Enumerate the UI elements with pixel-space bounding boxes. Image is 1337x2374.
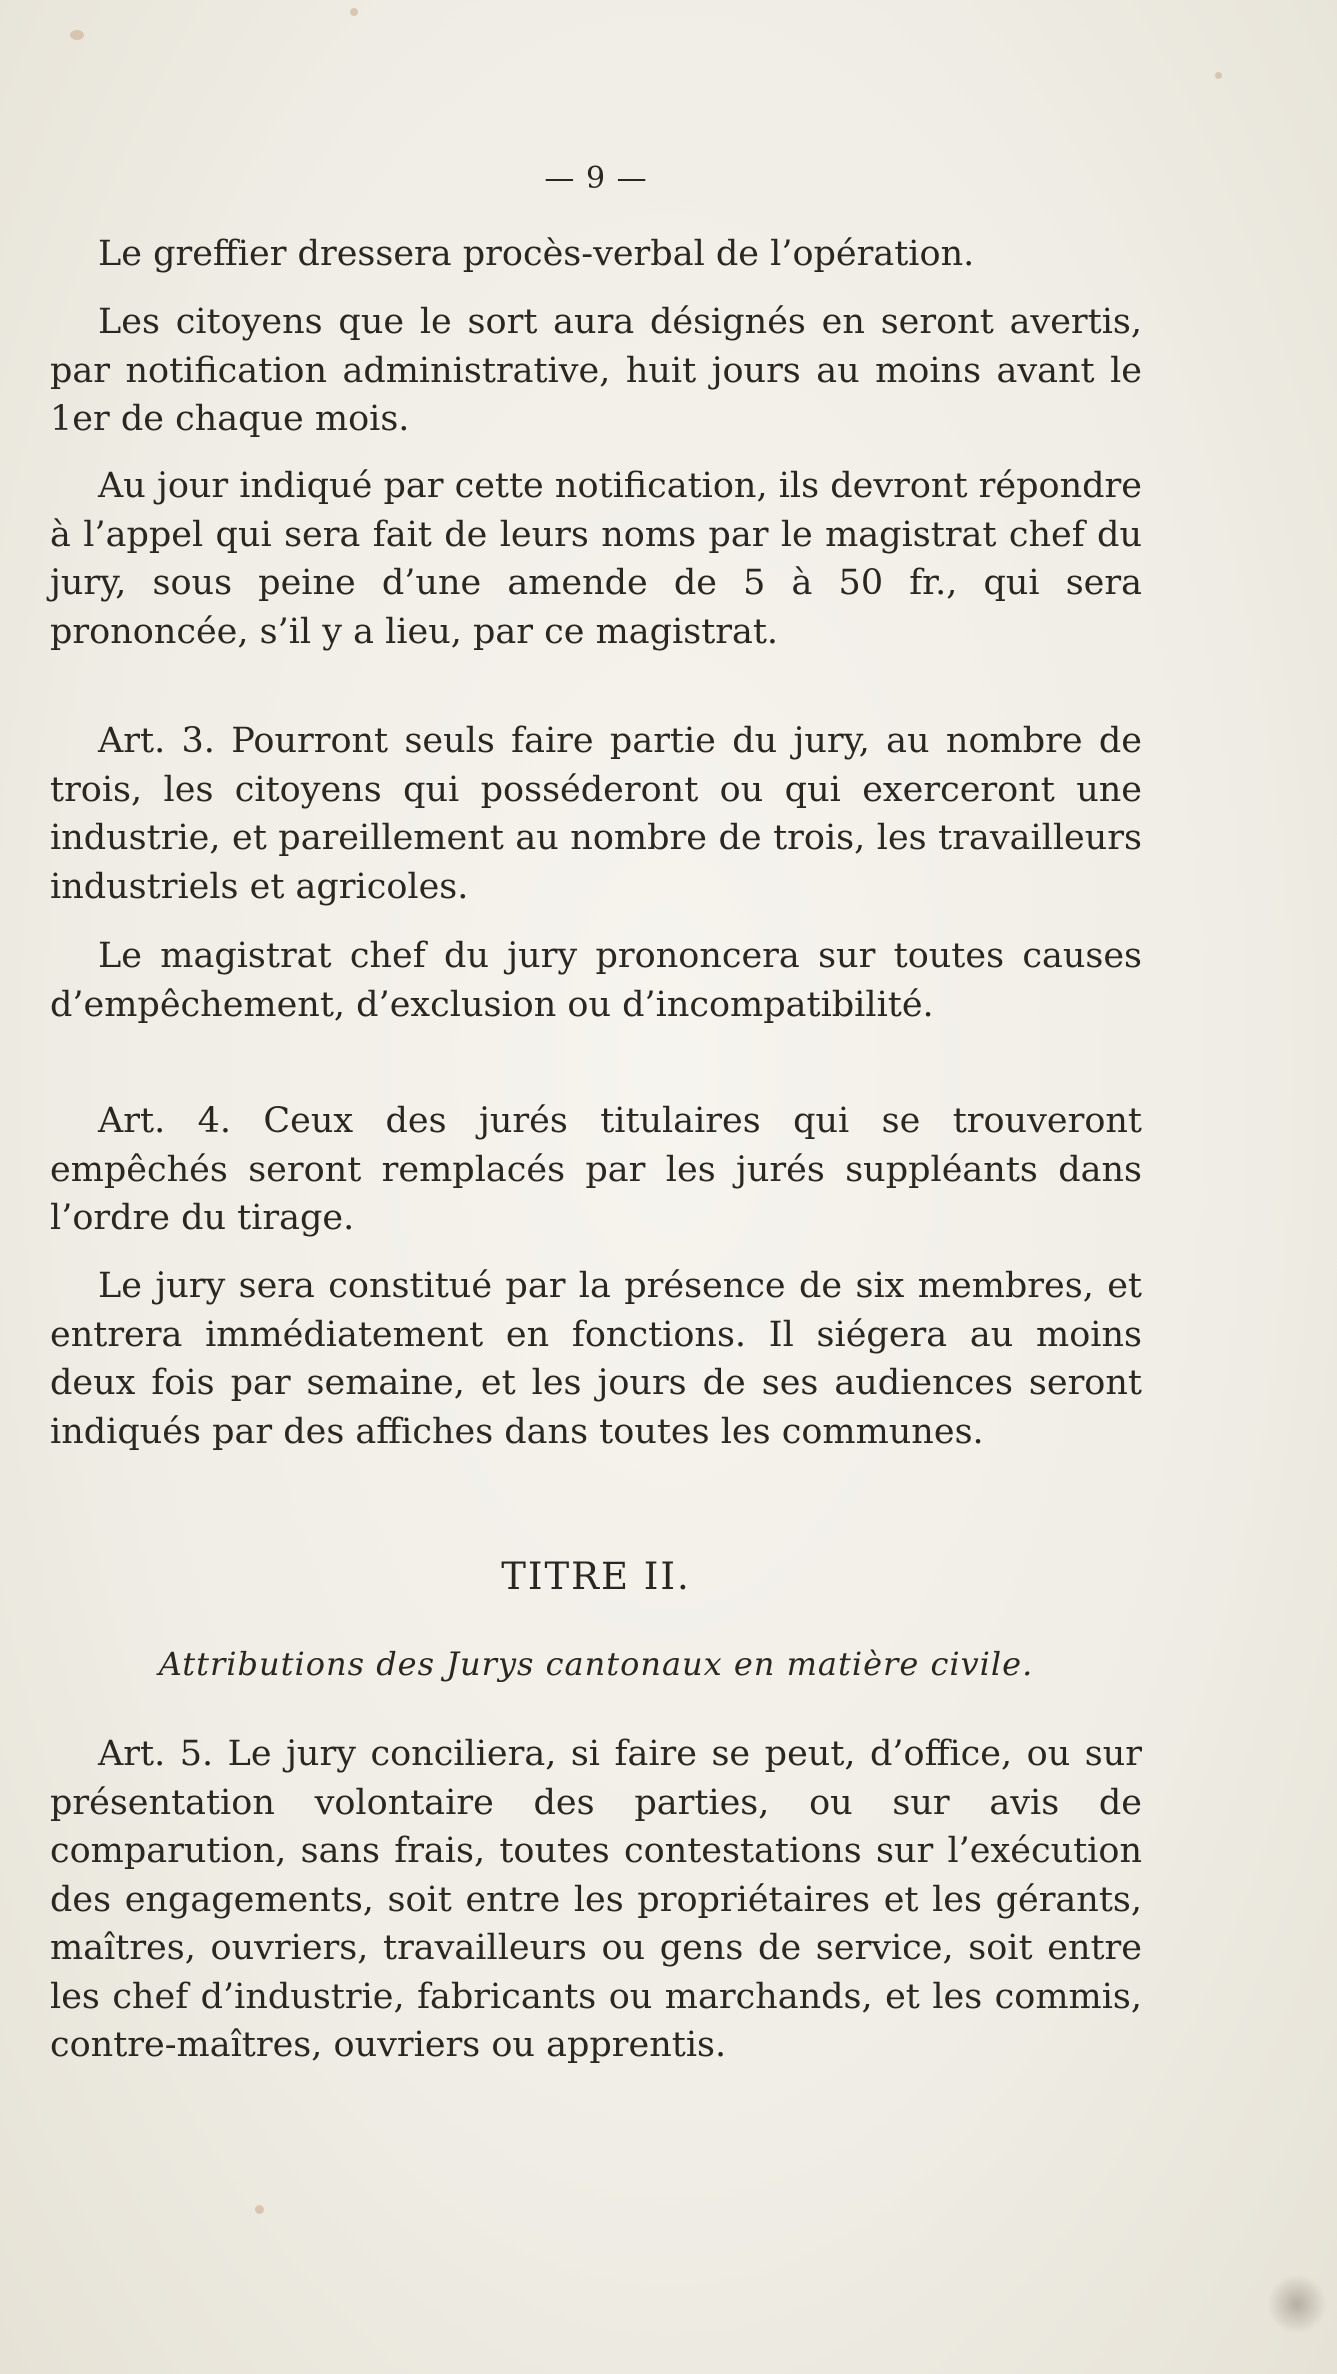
paper-speck [255,2205,264,2214]
section-title: TITRE II. [501,1555,691,1598]
paragraph-art-3: Art. 3. Pourront seuls faire partie du jury, au nombre de trois, les citoyens qui posséderont ou qui exerceront une industrie, et pareillement au nombre de trois, les travailleurs industriels et agricoles. [50,721,1142,907]
paper-speck [350,8,358,16]
paper-speck [70,30,84,40]
page-number: — 9 — [544,161,648,196]
section-subtitle: Attributions des Jurys cantonaux en matière civile. [158,1645,1034,1683]
paragraph-jury-constitue: Le jury sera constitué par la présence de six membres, et entrera immédiatement en fonctions. Il siégera au moins deux fois par semaine, et les jours de ses audiences seront indiqués par des affiches dans toutes les communes. [50,1266,1142,1452]
paper-speck [1215,72,1222,79]
paragraph-art-4: Art. 4. Ceux des jurés titulaires qui se trouveront empêchés seront remplacés par les jurés suppléants dans l’ordre du tirage. [50,1101,1142,1238]
paragraph-greffier: Le greffier dressera procès-verbal de l’opération. [98,234,975,274]
paragraph-art-5: Art. 5. Le jury conciliera, si faire se peut, d’office, ou sur présentation volontaire des parties, ou sur avis de comparution, sans frais, toutes contestations sur l’exécution des engagements, soit entre les propriétaires et les gérants, maîtres, ouvriers, travailleurs ou gens de service, soit entre les chef d’industrie, fabricants ou marchands, et les commis, contre-maîtres, ouvriers ou apprentis. [50,1734,1142,2065]
paper-stain [1267,2274,1327,2334]
paragraph-magistrat-chef: Le magistrat chef du jury prononcera sur toutes causes d’empêchement, d’exclusion ou d’incompatibilité. [50,936,1142,1025]
paragraph-jour-indique: Au jour indiqué par cette notification, ils devront répondre à l’appel qui sera fait de leurs noms par le magistrat chef du jury, sous peine d’une amende de 5 à 50 fr., qui sera prononcée, s’il y a lieu, par ce magistrat. [50,466,1142,652]
paragraph-citoyens-avertis: Les citoyens que le sort aura désignés en seront avertis, par notification administrative, huit jours au moins avant le 1er de chaque mois. [50,302,1142,439]
